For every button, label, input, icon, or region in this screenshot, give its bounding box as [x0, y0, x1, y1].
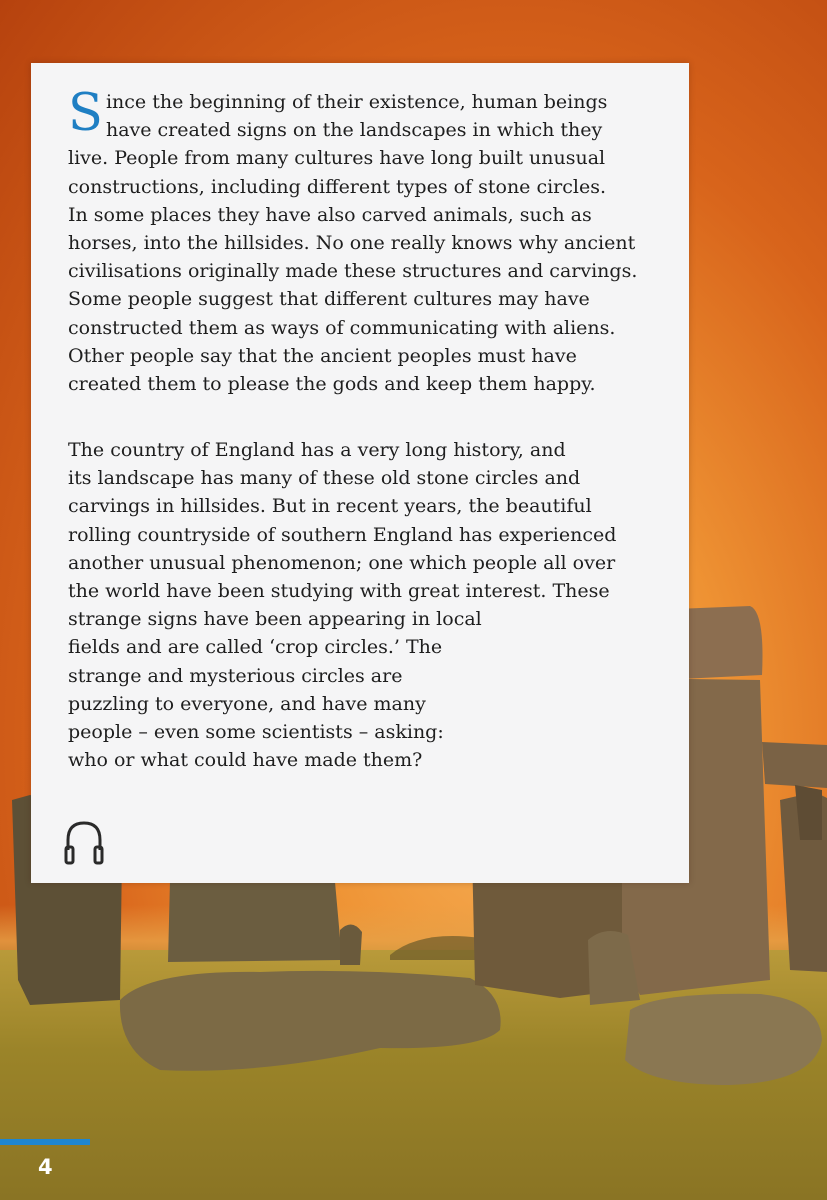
page-number-tab [0, 1139, 90, 1145]
paragraph-1-body: ince the beginning of their existence, human beings have created signs on the landscapes in which they live. People from many cultures have long built unusual constructions, including different types of stone circles. In some places they have also carved animals, such as horses, into the hillsides. No one really knows why ancient civilisations originally made these structures and carvings. Some people suggest that different cultures may have constructed them as ways of communicating with aliens. Other people say that the ancient peoples must have created them to please the gods and keep them happy. [68, 91, 638, 396]
distant-treeline [390, 936, 480, 960]
article-text-panel [31, 63, 689, 883]
right-lintel-stone [762, 742, 827, 788]
fallen-stone-right [625, 994, 822, 1085]
article-paragraph-1 [68, 84, 668, 398]
fallen-stone-left [120, 971, 501, 1071]
small-stone [340, 924, 362, 965]
headphones-icon[interactable] [64, 820, 104, 866]
center-standing-stone [168, 880, 342, 962]
drop-cap-letter: S [68, 84, 103, 143]
article-paragraph-2: The country of England has a very long history, and its landscape has many of these old stone circles and carvings in hillsides. But in recent years, the beautiful rolling countryside of southern England has experienced another unusual phenomenon; one which people all over the world have been studying with great interest. These strange signs have been appearing in local fields and are called ‘crop circles.’ The strange and mysterious circles are puzzling to everyone, and have many people – even some scientists – asking: who or what could have made them? [68, 439, 617, 772]
page-number: 4 [38, 1155, 53, 1179]
